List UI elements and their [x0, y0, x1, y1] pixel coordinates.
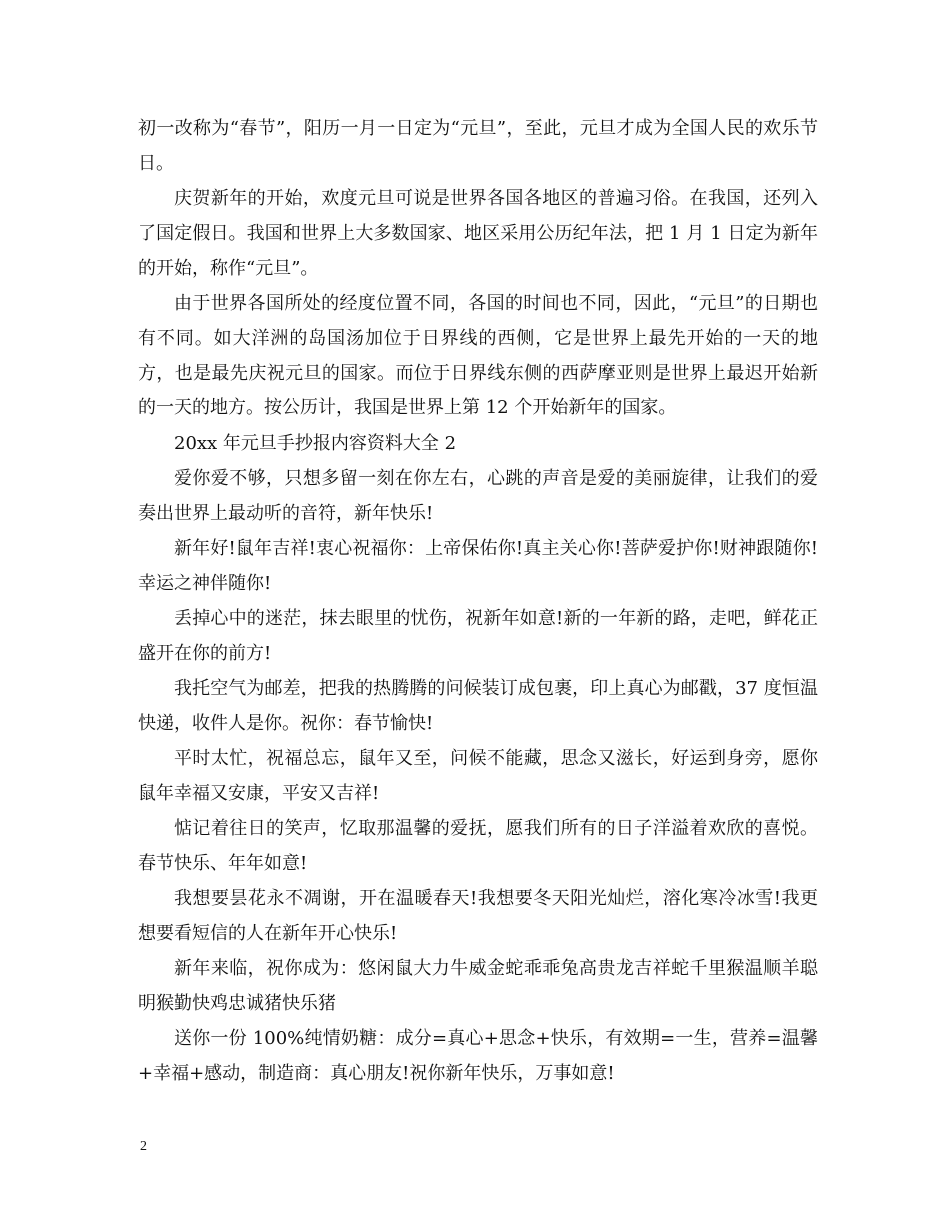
paragraph-10: 我想要昙花永不凋谢，开在温暖春天!我想要冬天阳光灿烂，溶化寒冷冰雪!我更想要看短信的人在新年开心快乐!	[138, 888, 818, 944]
section-heading: 20xx 年元旦手抄报内容资料大全 2	[174, 433, 457, 454]
paragraph-5: 新年好!鼠年吉祥!衷心祝福你：上帝保佑你!真主关心你!菩萨爱护你!财神跟随你!幸运之神伴随你!	[138, 538, 818, 594]
paragraph-9: 惦记着往日的笑声，忆取那温馨的爱抚，愿我们所有的日子洋溢着欢欣的喜悦。春节快乐、年年如意!	[138, 818, 818, 874]
paragraph-6: 丢掉心中的迷茫，抹去眼里的忧伤，祝新年如意!新的一年新的路，走吧，鲜花正盛开在你的前方!	[138, 608, 818, 664]
page-number: 2	[140, 1139, 147, 1154]
paragraph-8: 平时太忙，祝福总忘，鼠年又至，问候不能藏，思念又滋长，好运到身旁，愿你鼠年幸福又安康，平安又吉祥!	[138, 748, 818, 804]
paragraph-7: 我托空气为邮差，把我的热腾腾的问候装订成包裹，印上真心为邮戳，37 度恒温快递，收件人是你。祝你：春节愉快!	[138, 678, 818, 734]
paragraph-4: 爱你爱不够，只想多留一刻在你左右，心跳的声音是爱的美丽旋律，让我们的爱奏出世界上最动听的音符，新年快乐!	[138, 468, 818, 524]
paragraph-11: 新年来临，祝你成为：悠闲鼠大力牛威金蛇乖乖兔高贵龙吉祥蛇千里猴温顺羊聪明猴勤快鸡忠诚猪快乐猪	[138, 958, 818, 1014]
paragraph-3: 由于世界各国所处的经度位置不同，各国的时间也不同，因此，“元旦”的日期也有不同。如大洋洲的岛国汤加位于日界线的西侧，它是世界上最先开始的一天的地方，也是最先庆祝元旦的国家。而位于日界线东侧的西萨摩亚则是世界上最迟开始新的一天的地方。按公历计，我国是世界上第 12 个开始新年的国家。	[138, 293, 818, 419]
paragraph-2: 庆贺新年的开始，欢度元旦可说是世界各国各地区的普遍习俗。在我国，还列入了国定假日。我国和世界上大多数国家、地区采用公历纪年法，把 1 月 1 日定为新年的开始，称作“元旦”。	[138, 188, 818, 279]
paragraph-12: 送你一份 100%纯情奶糖：成分=真心+思念+快乐，有效期=一生，营养=温馨+幸福+感动，制造商：真心朋友!祝你新年快乐，万事如意!	[138, 1028, 818, 1084]
paragraph-1: 初一改称为“春节”，阳历一月一日定为“元旦”，至此，元旦才成为全国人民的欢乐节日。	[138, 118, 818, 174]
